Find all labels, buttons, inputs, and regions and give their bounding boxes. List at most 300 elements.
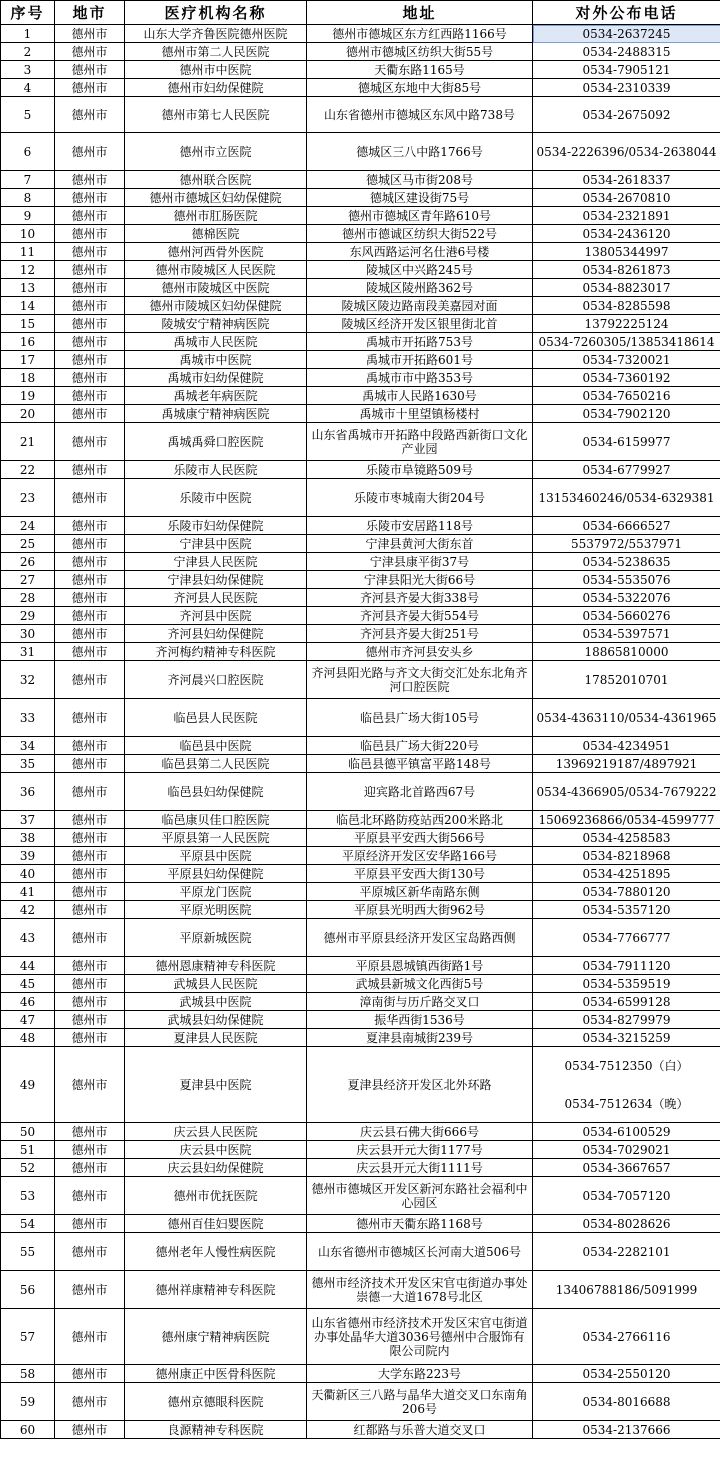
table-row[interactable] xyxy=(1,699,720,737)
cell-no[interactable]: 33 xyxy=(1,699,55,737)
cell-phone[interactable]: 0534-2436120 xyxy=(533,225,720,243)
cell-city[interactable]: 德州市 xyxy=(55,1011,125,1029)
cell-phone[interactable]: 0534-5357120 xyxy=(533,901,720,919)
cell-addr[interactable]: 齐河县阳光路与齐文大街交汇处东北角齐河口腔医院 xyxy=(307,661,533,699)
cell-no[interactable]: 6 xyxy=(1,133,55,171)
cell-city[interactable]: 德州市 xyxy=(55,919,125,957)
cell-no[interactable]: 19 xyxy=(1,387,55,405)
cell-city[interactable]: 德州市 xyxy=(55,535,125,553)
cell-phone[interactable]: 0534-4258583 xyxy=(533,829,720,847)
cell-city[interactable]: 德州市 xyxy=(55,553,125,571)
cell-addr[interactable]: 迎宾路北首路西67号 xyxy=(307,773,533,811)
cell-org[interactable]: 临邑县第二人民医院 xyxy=(125,755,307,773)
table-row[interactable] xyxy=(1,297,720,315)
cell-city[interactable]: 德州市 xyxy=(55,773,125,811)
cell-no[interactable]: 28 xyxy=(1,589,55,607)
cell-city[interactable]: 德州市 xyxy=(55,61,125,79)
cell-org[interactable]: 武城县中医院 xyxy=(125,993,307,1011)
table-row[interactable] xyxy=(1,423,720,461)
cell-org[interactable]: 庆云县人民医院 xyxy=(125,1123,307,1141)
cell-addr[interactable]: 山东省德州市经济技术开发区宋官屯街道办事处晶华大道3036号德州中合服饰有限公司院内 xyxy=(307,1309,533,1365)
cell-org[interactable]: 临邑县人民医院 xyxy=(125,699,307,737)
cell-addr[interactable]: 德州市德城区东方红西路1166号 xyxy=(307,25,533,43)
cell-no[interactable]: 23 xyxy=(1,479,55,517)
table-row[interactable] xyxy=(1,643,720,661)
cell-no[interactable]: 56 xyxy=(1,1271,55,1309)
table-row[interactable] xyxy=(1,461,720,479)
cell-phone[interactable]: 0534-2321891 xyxy=(533,207,720,225)
cell-phone[interactable]: 5537972/5537971 xyxy=(533,535,720,553)
cell-city[interactable]: 德州市 xyxy=(55,811,125,829)
table-row[interactable] xyxy=(1,261,720,279)
cell-city[interactable]: 德州市 xyxy=(55,1159,125,1177)
cell-no[interactable]: 11 xyxy=(1,243,55,261)
cell-city[interactable]: 德州市 xyxy=(55,1365,125,1383)
table-row[interactable] xyxy=(1,829,720,847)
cell-addr[interactable]: 陵城区中兴路245号 xyxy=(307,261,533,279)
cell-no[interactable]: 20 xyxy=(1,405,55,423)
cell-addr[interactable]: 齐河县齐晏大街338号 xyxy=(307,589,533,607)
cell-city[interactable]: 德州市 xyxy=(55,607,125,625)
table-row[interactable] xyxy=(1,171,720,189)
cell-no[interactable]: 43 xyxy=(1,919,55,957)
cell-city[interactable]: 德州市 xyxy=(55,387,125,405)
table-row[interactable] xyxy=(1,901,720,919)
table-row[interactable] xyxy=(1,975,720,993)
cell-addr[interactable]: 德城区建设街75号 xyxy=(307,189,533,207)
cell-phone[interactable]: 0534-7057120 xyxy=(533,1177,720,1215)
cell-addr[interactable]: 夏津县经济开发区北外环路 xyxy=(307,1047,533,1123)
cell-no[interactable]: 2 xyxy=(1,43,55,61)
cell-no[interactable]: 41 xyxy=(1,883,55,901)
table-row[interactable] xyxy=(1,189,720,207)
cell-city[interactable]: 德州市 xyxy=(55,79,125,97)
cell-city[interactable]: 德州市 xyxy=(55,1123,125,1141)
table-row[interactable] xyxy=(1,133,720,171)
cell-addr[interactable]: 陵城区陵州路362号 xyxy=(307,279,533,297)
cell-no[interactable]: 55 xyxy=(1,1233,55,1271)
cell-org[interactable]: 德州联合医院 xyxy=(125,171,307,189)
cell-org[interactable]: 乐陵市中医院 xyxy=(125,479,307,517)
cell-addr[interactable]: 乐陵市安居路118号 xyxy=(307,517,533,535)
table-row[interactable] xyxy=(1,25,720,43)
cell-addr[interactable]: 平原县平安西大街566号 xyxy=(307,829,533,847)
table-row[interactable] xyxy=(1,333,720,351)
cell-no[interactable]: 26 xyxy=(1,553,55,571)
cell-city[interactable]: 德州市 xyxy=(55,405,125,423)
cell-addr[interactable]: 德州市天衢东路1168号 xyxy=(307,1215,533,1233)
cell-city[interactable]: 德州市 xyxy=(55,661,125,699)
cell-addr[interactable]: 陵城区陵边路南段美嘉园对面 xyxy=(307,297,533,315)
cell-addr[interactable]: 平原县光明西大街962号 xyxy=(307,901,533,919)
cell-org[interactable]: 禹城老年病医院 xyxy=(125,387,307,405)
cell-org[interactable]: 德州市妇幼保健院 xyxy=(125,79,307,97)
cell-phone[interactable]: 13805344997 xyxy=(533,243,720,261)
cell-phone[interactable]: 0534-7360192 xyxy=(533,369,720,387)
cell-addr[interactable]: 临邑县广场大街220号 xyxy=(307,737,533,755)
cell-org[interactable]: 德州市陵城区妇幼保健院 xyxy=(125,297,307,315)
cell-city[interactable]: 德州市 xyxy=(55,993,125,1011)
table-row[interactable] xyxy=(1,1421,720,1439)
cell-city[interactable]: 德州市 xyxy=(55,315,125,333)
cell-org[interactable]: 齐河县中医院 xyxy=(125,607,307,625)
cell-city[interactable]: 德州市 xyxy=(55,1141,125,1159)
cell-org[interactable]: 齐河梅约精神专科医院 xyxy=(125,643,307,661)
cell-no[interactable]: 50 xyxy=(1,1123,55,1141)
cell-city[interactable]: 德州市 xyxy=(55,755,125,773)
table-row[interactable] xyxy=(1,1383,720,1421)
cell-city[interactable]: 德州市 xyxy=(55,1271,125,1309)
table-row[interactable] xyxy=(1,661,720,699)
cell-addr[interactable]: 武城县新城文化西街5号 xyxy=(307,975,533,993)
cell-org[interactable]: 乐陵市人民医院 xyxy=(125,461,307,479)
cell-phone[interactable]: 0534-8823017 xyxy=(533,279,720,297)
table-row[interactable] xyxy=(1,369,720,387)
cell-city[interactable]: 德州市 xyxy=(55,1177,125,1215)
table-row[interactable] xyxy=(1,607,720,625)
cell-org[interactable]: 德州恩康精神专科医院 xyxy=(125,957,307,975)
table-row[interactable] xyxy=(1,351,720,369)
cell-phone[interactable]: 0534-2675092 xyxy=(533,97,720,133)
cell-phone[interactable]: 0534-6100529 xyxy=(533,1123,720,1141)
cell-no[interactable]: 58 xyxy=(1,1365,55,1383)
cell-addr[interactable]: 宁津县黄河大街东首 xyxy=(307,535,533,553)
cell-no[interactable]: 9 xyxy=(1,207,55,225)
table-row[interactable] xyxy=(1,61,720,79)
table-row[interactable] xyxy=(1,571,720,589)
cell-phone[interactable]: 0534-7905121 xyxy=(533,61,720,79)
cell-org[interactable]: 禹城市人民医院 xyxy=(125,333,307,351)
cell-no[interactable]: 25 xyxy=(1,535,55,553)
table-row[interactable] xyxy=(1,553,720,571)
cell-city[interactable]: 德州市 xyxy=(55,25,125,43)
cell-org[interactable]: 禹城市妇幼保健院 xyxy=(125,369,307,387)
cell-org[interactable]: 平原县妇幼保健院 xyxy=(125,865,307,883)
cell-addr[interactable]: 临邑县广场大街105号 xyxy=(307,699,533,737)
table-row[interactable] xyxy=(1,479,720,517)
cell-phone[interactable]: 0534-7911120 xyxy=(533,957,720,975)
table-row[interactable] xyxy=(1,865,720,883)
cell-org[interactable]: 山东大学齐鲁医院德州医院 xyxy=(125,25,307,43)
table-row[interactable] xyxy=(1,1141,720,1159)
cell-phone[interactable]: 0534-7902120 xyxy=(533,405,720,423)
cell-org[interactable]: 德州市肛肠医院 xyxy=(125,207,307,225)
cell-no[interactable]: 39 xyxy=(1,847,55,865)
cell-addr[interactable]: 夏津县南城街239号 xyxy=(307,1029,533,1047)
cell-phone[interactable]: 0534-8218968 xyxy=(533,847,720,865)
cell-org[interactable]: 庆云县妇幼保健院 xyxy=(125,1159,307,1177)
cell-no[interactable]: 45 xyxy=(1,975,55,993)
cell-addr[interactable]: 天衢新区三八路与晶华大道交叉口东南角206号 xyxy=(307,1383,533,1421)
cell-phone[interactable]: 0534-8279979 xyxy=(533,1011,720,1029)
table-row[interactable] xyxy=(1,589,720,607)
cell-org[interactable]: 德棉医院 xyxy=(125,225,307,243)
cell-city[interactable]: 德州市 xyxy=(55,479,125,517)
cell-addr[interactable]: 东风西路运河名仕港6号楼 xyxy=(307,243,533,261)
cell-phone[interactable]: 0534-6159977 xyxy=(533,423,720,461)
cell-org[interactable]: 德州康宁精神病医院 xyxy=(125,1309,307,1365)
cell-org[interactable]: 德州市第二人民医院 xyxy=(125,43,307,61)
cell-phone[interactable]: 0534-7880120 xyxy=(533,883,720,901)
cell-city[interactable]: 德州市 xyxy=(55,369,125,387)
cell-org[interactable]: 夏津县人民医院 xyxy=(125,1029,307,1047)
cell-city[interactable]: 德州市 xyxy=(55,333,125,351)
cell-no[interactable]: 15 xyxy=(1,315,55,333)
cell-phone[interactable]: 0534-2670810 xyxy=(533,189,720,207)
cell-city[interactable]: 德州市 xyxy=(55,865,125,883)
cell-phone[interactable]: 0534-4363110/0534-4361965 xyxy=(533,699,720,737)
cell-phone[interactable]: 0534-2226396/0534-2638044 xyxy=(533,133,720,171)
cell-addr[interactable]: 陵城区经济开发区银里街北首 xyxy=(307,315,533,333)
cell-phone[interactable]: 0534-5660276 xyxy=(533,607,720,625)
cell-phone[interactable]: 0534-8285598 xyxy=(533,297,720,315)
cell-addr[interactable]: 德州市德诚区纺织大街522号 xyxy=(307,225,533,243)
cell-org[interactable]: 齐河县人民医院 xyxy=(125,589,307,607)
cell-addr[interactable]: 德州市德城区开发区新河东路社会福利中心园区 xyxy=(307,1177,533,1215)
table-row[interactable] xyxy=(1,919,720,957)
cell-org[interactable]: 德州市立医院 xyxy=(125,133,307,171)
table-row[interactable] xyxy=(1,737,720,755)
cell-city[interactable]: 德州市 xyxy=(55,829,125,847)
cell-phone[interactable]: 0534-8261873 xyxy=(533,261,720,279)
cell-no[interactable]: 14 xyxy=(1,297,55,315)
cell-city[interactable]: 德州市 xyxy=(55,737,125,755)
cell-org[interactable]: 德州康正中医骨科医院 xyxy=(125,1365,307,1383)
cell-phone[interactable]: 18865810000 xyxy=(533,643,720,661)
cell-phone[interactable]: 0534-2282101 xyxy=(533,1233,720,1271)
cell-city[interactable]: 德州市 xyxy=(55,133,125,171)
cell-addr[interactable]: 德城区三八中路1766号 xyxy=(307,133,533,171)
cell-addr[interactable]: 漳南街与历斤路交叉口 xyxy=(307,993,533,1011)
table-row[interactable] xyxy=(1,243,720,261)
table-row[interactable] xyxy=(1,517,720,535)
cell-org[interactable]: 德州市中医院 xyxy=(125,61,307,79)
cell-addr[interactable]: 临邑北环路防疫站西200米路北 xyxy=(307,811,533,829)
cell-org[interactable]: 平原县中医院 xyxy=(125,847,307,865)
cell-addr[interactable]: 德州市齐河县安头乡 xyxy=(307,643,533,661)
cell-org[interactable]: 平原县第一人民医院 xyxy=(125,829,307,847)
cell-phone[interactable]: 13969219187/4897921 xyxy=(533,755,720,773)
cell-addr[interactable]: 庆云县开元大街1177号 xyxy=(307,1141,533,1159)
cell-no[interactable]: 42 xyxy=(1,901,55,919)
cell-org[interactable]: 宁津县妇幼保健院 xyxy=(125,571,307,589)
cell-city[interactable]: 德州市 xyxy=(55,589,125,607)
cell-addr[interactable]: 临邑县德平镇富平路148号 xyxy=(307,755,533,773)
table-row[interactable] xyxy=(1,535,720,553)
cell-phone[interactable] xyxy=(533,1047,720,1123)
cell-org[interactable]: 临邑县中医院 xyxy=(125,737,307,755)
cell-city[interactable]: 德州市 xyxy=(55,461,125,479)
cell-city[interactable]: 德州市 xyxy=(55,171,125,189)
table-row[interactable] xyxy=(1,97,720,133)
cell-no[interactable]: 60 xyxy=(1,1421,55,1439)
cell-no[interactable]: 35 xyxy=(1,755,55,773)
cell-no[interactable]: 51 xyxy=(1,1141,55,1159)
table-row[interactable] xyxy=(1,1123,720,1141)
cell-no[interactable]: 30 xyxy=(1,625,55,643)
cell-city[interactable]: 德州市 xyxy=(55,1047,125,1123)
cell-addr[interactable]: 齐河县齐晏大街554号 xyxy=(307,607,533,625)
cell-no[interactable]: 17 xyxy=(1,351,55,369)
cell-org[interactable]: 宁津县中医院 xyxy=(125,535,307,553)
table-row[interactable] xyxy=(1,883,720,901)
cell-phone[interactable]: 0534-5397571 xyxy=(533,625,720,643)
table-row[interactable] xyxy=(1,1177,720,1215)
cell-org[interactable]: 德州市德城区妇幼保健院 xyxy=(125,189,307,207)
cell-phone[interactable]: 0534-7650216 xyxy=(533,387,720,405)
table-row[interactable] xyxy=(1,625,720,643)
cell-no[interactable]: 40 xyxy=(1,865,55,883)
cell-org[interactable]: 良源精神专科医院 xyxy=(125,1421,307,1439)
cell-city[interactable]: 德州市 xyxy=(55,975,125,993)
cell-no[interactable]: 53 xyxy=(1,1177,55,1215)
table-row[interactable] xyxy=(1,1309,720,1365)
cell-org[interactable]: 武城县人民医院 xyxy=(125,975,307,993)
table-row[interactable] xyxy=(1,207,720,225)
cell-org[interactable]: 齐河县妇幼保健院 xyxy=(125,625,307,643)
cell-addr[interactable]: 天衢东路1165号 xyxy=(307,61,533,79)
cell-addr[interactable]: 平原县平安西大街130号 xyxy=(307,865,533,883)
cell-org[interactable]: 德州百佳妇婴医院 xyxy=(125,1215,307,1233)
cell-city[interactable]: 德州市 xyxy=(55,97,125,133)
cell-org[interactable]: 禹城市中医院 xyxy=(125,351,307,369)
cell-no[interactable]: 36 xyxy=(1,773,55,811)
cell-org[interactable]: 德州市第七人民医院 xyxy=(125,97,307,133)
table-row[interactable] xyxy=(1,1047,720,1123)
cell-no[interactable]: 1 xyxy=(1,25,55,43)
cell-phone[interactable]: 0534-2137666 xyxy=(533,1421,720,1439)
cell-city[interactable]: 德州市 xyxy=(55,351,125,369)
cell-org[interactable]: 德州市优抚医院 xyxy=(125,1177,307,1215)
cell-addr[interactable]: 德城区马市街208号 xyxy=(307,171,533,189)
cell-org[interactable]: 庆云县中医院 xyxy=(125,1141,307,1159)
cell-city[interactable]: 德州市 xyxy=(55,261,125,279)
cell-city[interactable]: 德州市 xyxy=(55,279,125,297)
table-row[interactable] xyxy=(1,1215,720,1233)
cell-no[interactable]: 37 xyxy=(1,811,55,829)
cell-addr[interactable]: 齐河县齐晏大街251号 xyxy=(307,625,533,643)
cell-addr[interactable]: 庆云县开元大街1111号 xyxy=(307,1159,533,1177)
cell-phone[interactable]: 17852010701 xyxy=(533,661,720,699)
cell-no[interactable]: 10 xyxy=(1,225,55,243)
cell-city[interactable]: 德州市 xyxy=(55,1233,125,1271)
table-row[interactable] xyxy=(1,79,720,97)
cell-addr[interactable]: 禹城市开拓路601号 xyxy=(307,351,533,369)
cell-org[interactable]: 平原新城医院 xyxy=(125,919,307,957)
cell-phone[interactable]: 0534-7320021 xyxy=(533,351,720,369)
cell-org[interactable]: 禹城禹舜口腔医院 xyxy=(125,423,307,461)
cell-org[interactable]: 临邑县妇幼保健院 xyxy=(125,773,307,811)
cell-org[interactable]: 禹城康宁精神病医院 xyxy=(125,405,307,423)
cell-org[interactable]: 乐陵市妇幼保健院 xyxy=(125,517,307,535)
table-row[interactable] xyxy=(1,405,720,423)
cell-phone[interactable]: 0534-8028626 xyxy=(533,1215,720,1233)
cell-addr[interactable]: 乐陵市枣城南大街204号 xyxy=(307,479,533,517)
table-row[interactable] xyxy=(1,957,720,975)
cell-no[interactable]: 29 xyxy=(1,607,55,625)
cell-city[interactable]: 德州市 xyxy=(55,297,125,315)
cell-phone[interactable]: 0534-7029021 xyxy=(533,1141,720,1159)
cell-addr[interactable]: 平原城区新华南路东侧 xyxy=(307,883,533,901)
cell-city[interactable]: 德州市 xyxy=(55,423,125,461)
cell-city[interactable]: 德州市 xyxy=(55,243,125,261)
cell-addr[interactable]: 德城区东地中大街85号 xyxy=(307,79,533,97)
cell-city[interactable]: 德州市 xyxy=(55,901,125,919)
cell-phone[interactable]: 0534-2637245 xyxy=(533,25,720,43)
cell-org[interactable]: 德州祥康精神专科医院 xyxy=(125,1271,307,1309)
cell-phone[interactable]: 0534-6779927 xyxy=(533,461,720,479)
cell-org[interactable]: 德州京德眼科医院 xyxy=(125,1383,307,1421)
cell-no[interactable]: 27 xyxy=(1,571,55,589)
table-row[interactable] xyxy=(1,315,720,333)
cell-no[interactable]: 31 xyxy=(1,643,55,661)
cell-no[interactable]: 57 xyxy=(1,1309,55,1365)
cell-addr[interactable]: 德州市德城区纺织大街55号 xyxy=(307,43,533,61)
cell-city[interactable]: 德州市 xyxy=(55,625,125,643)
table-row[interactable] xyxy=(1,1271,720,1309)
cell-city[interactable]: 德州市 xyxy=(55,847,125,865)
cell-no[interactable]: 32 xyxy=(1,661,55,699)
cell-phone[interactable]: 0534-6599128 xyxy=(533,993,720,1011)
cell-city[interactable]: 德州市 xyxy=(55,1029,125,1047)
cell-no[interactable]: 18 xyxy=(1,369,55,387)
cell-no[interactable]: 22 xyxy=(1,461,55,479)
cell-city[interactable]: 德州市 xyxy=(55,189,125,207)
cell-no[interactable]: 24 xyxy=(1,517,55,535)
cell-city[interactable]: 德州市 xyxy=(55,699,125,737)
table-row[interactable] xyxy=(1,811,720,829)
cell-city[interactable]: 德州市 xyxy=(55,207,125,225)
cell-phone[interactable]: 0534-7260305/13853418614 xyxy=(533,333,720,351)
cell-no[interactable]: 46 xyxy=(1,993,55,1011)
cell-org[interactable]: 德州市陵城区人民医院 xyxy=(125,261,307,279)
table-row[interactable] xyxy=(1,1365,720,1383)
cell-no[interactable]: 34 xyxy=(1,737,55,755)
cell-city[interactable]: 德州市 xyxy=(55,225,125,243)
cell-city[interactable]: 德州市 xyxy=(55,571,125,589)
cell-org[interactable]: 德州老年人慢性病医院 xyxy=(125,1233,307,1271)
cell-no[interactable]: 8 xyxy=(1,189,55,207)
cell-no[interactable]: 47 xyxy=(1,1011,55,1029)
cell-phone[interactable]: 13792225124 xyxy=(533,315,720,333)
cell-addr[interactable]: 禹城市市中路353号 xyxy=(307,369,533,387)
cell-phone[interactable]: 0534-2310339 xyxy=(533,79,720,97)
cell-org[interactable]: 齐河晨兴口腔医院 xyxy=(125,661,307,699)
cell-phone[interactable]: 0534-4251895 xyxy=(533,865,720,883)
table-row[interactable] xyxy=(1,225,720,243)
table-row[interactable] xyxy=(1,387,720,405)
cell-no[interactable]: 49 xyxy=(1,1047,55,1123)
cell-addr[interactable]: 乐陵市阜镜路509号 xyxy=(307,461,533,479)
cell-city[interactable]: 德州市 xyxy=(55,1383,125,1421)
cell-phone[interactable]: 0534-5322076 xyxy=(533,589,720,607)
cell-no[interactable]: 54 xyxy=(1,1215,55,1233)
table-row[interactable] xyxy=(1,755,720,773)
cell-org[interactable]: 夏津县中医院 xyxy=(125,1047,307,1123)
cell-no[interactable]: 7 xyxy=(1,171,55,189)
cell-addr[interactable]: 德州市德城区青年路610号 xyxy=(307,207,533,225)
cell-addr[interactable]: 禹城市开拓路753号 xyxy=(307,333,533,351)
cell-addr[interactable]: 山东省禹城市开拓路中段路西新街口文化产业园 xyxy=(307,423,533,461)
cell-phone[interactable]: 0534-8016688 xyxy=(533,1383,720,1421)
cell-addr[interactable]: 大学东路223号 xyxy=(307,1365,533,1383)
cell-no[interactable]: 21 xyxy=(1,423,55,461)
cell-no[interactable]: 59 xyxy=(1,1383,55,1421)
cell-addr[interactable]: 平原县恩城镇西街路1号 xyxy=(307,957,533,975)
cell-no[interactable]: 13 xyxy=(1,279,55,297)
cell-org[interactable]: 平原光明医院 xyxy=(125,901,307,919)
cell-no[interactable]: 48 xyxy=(1,1029,55,1047)
